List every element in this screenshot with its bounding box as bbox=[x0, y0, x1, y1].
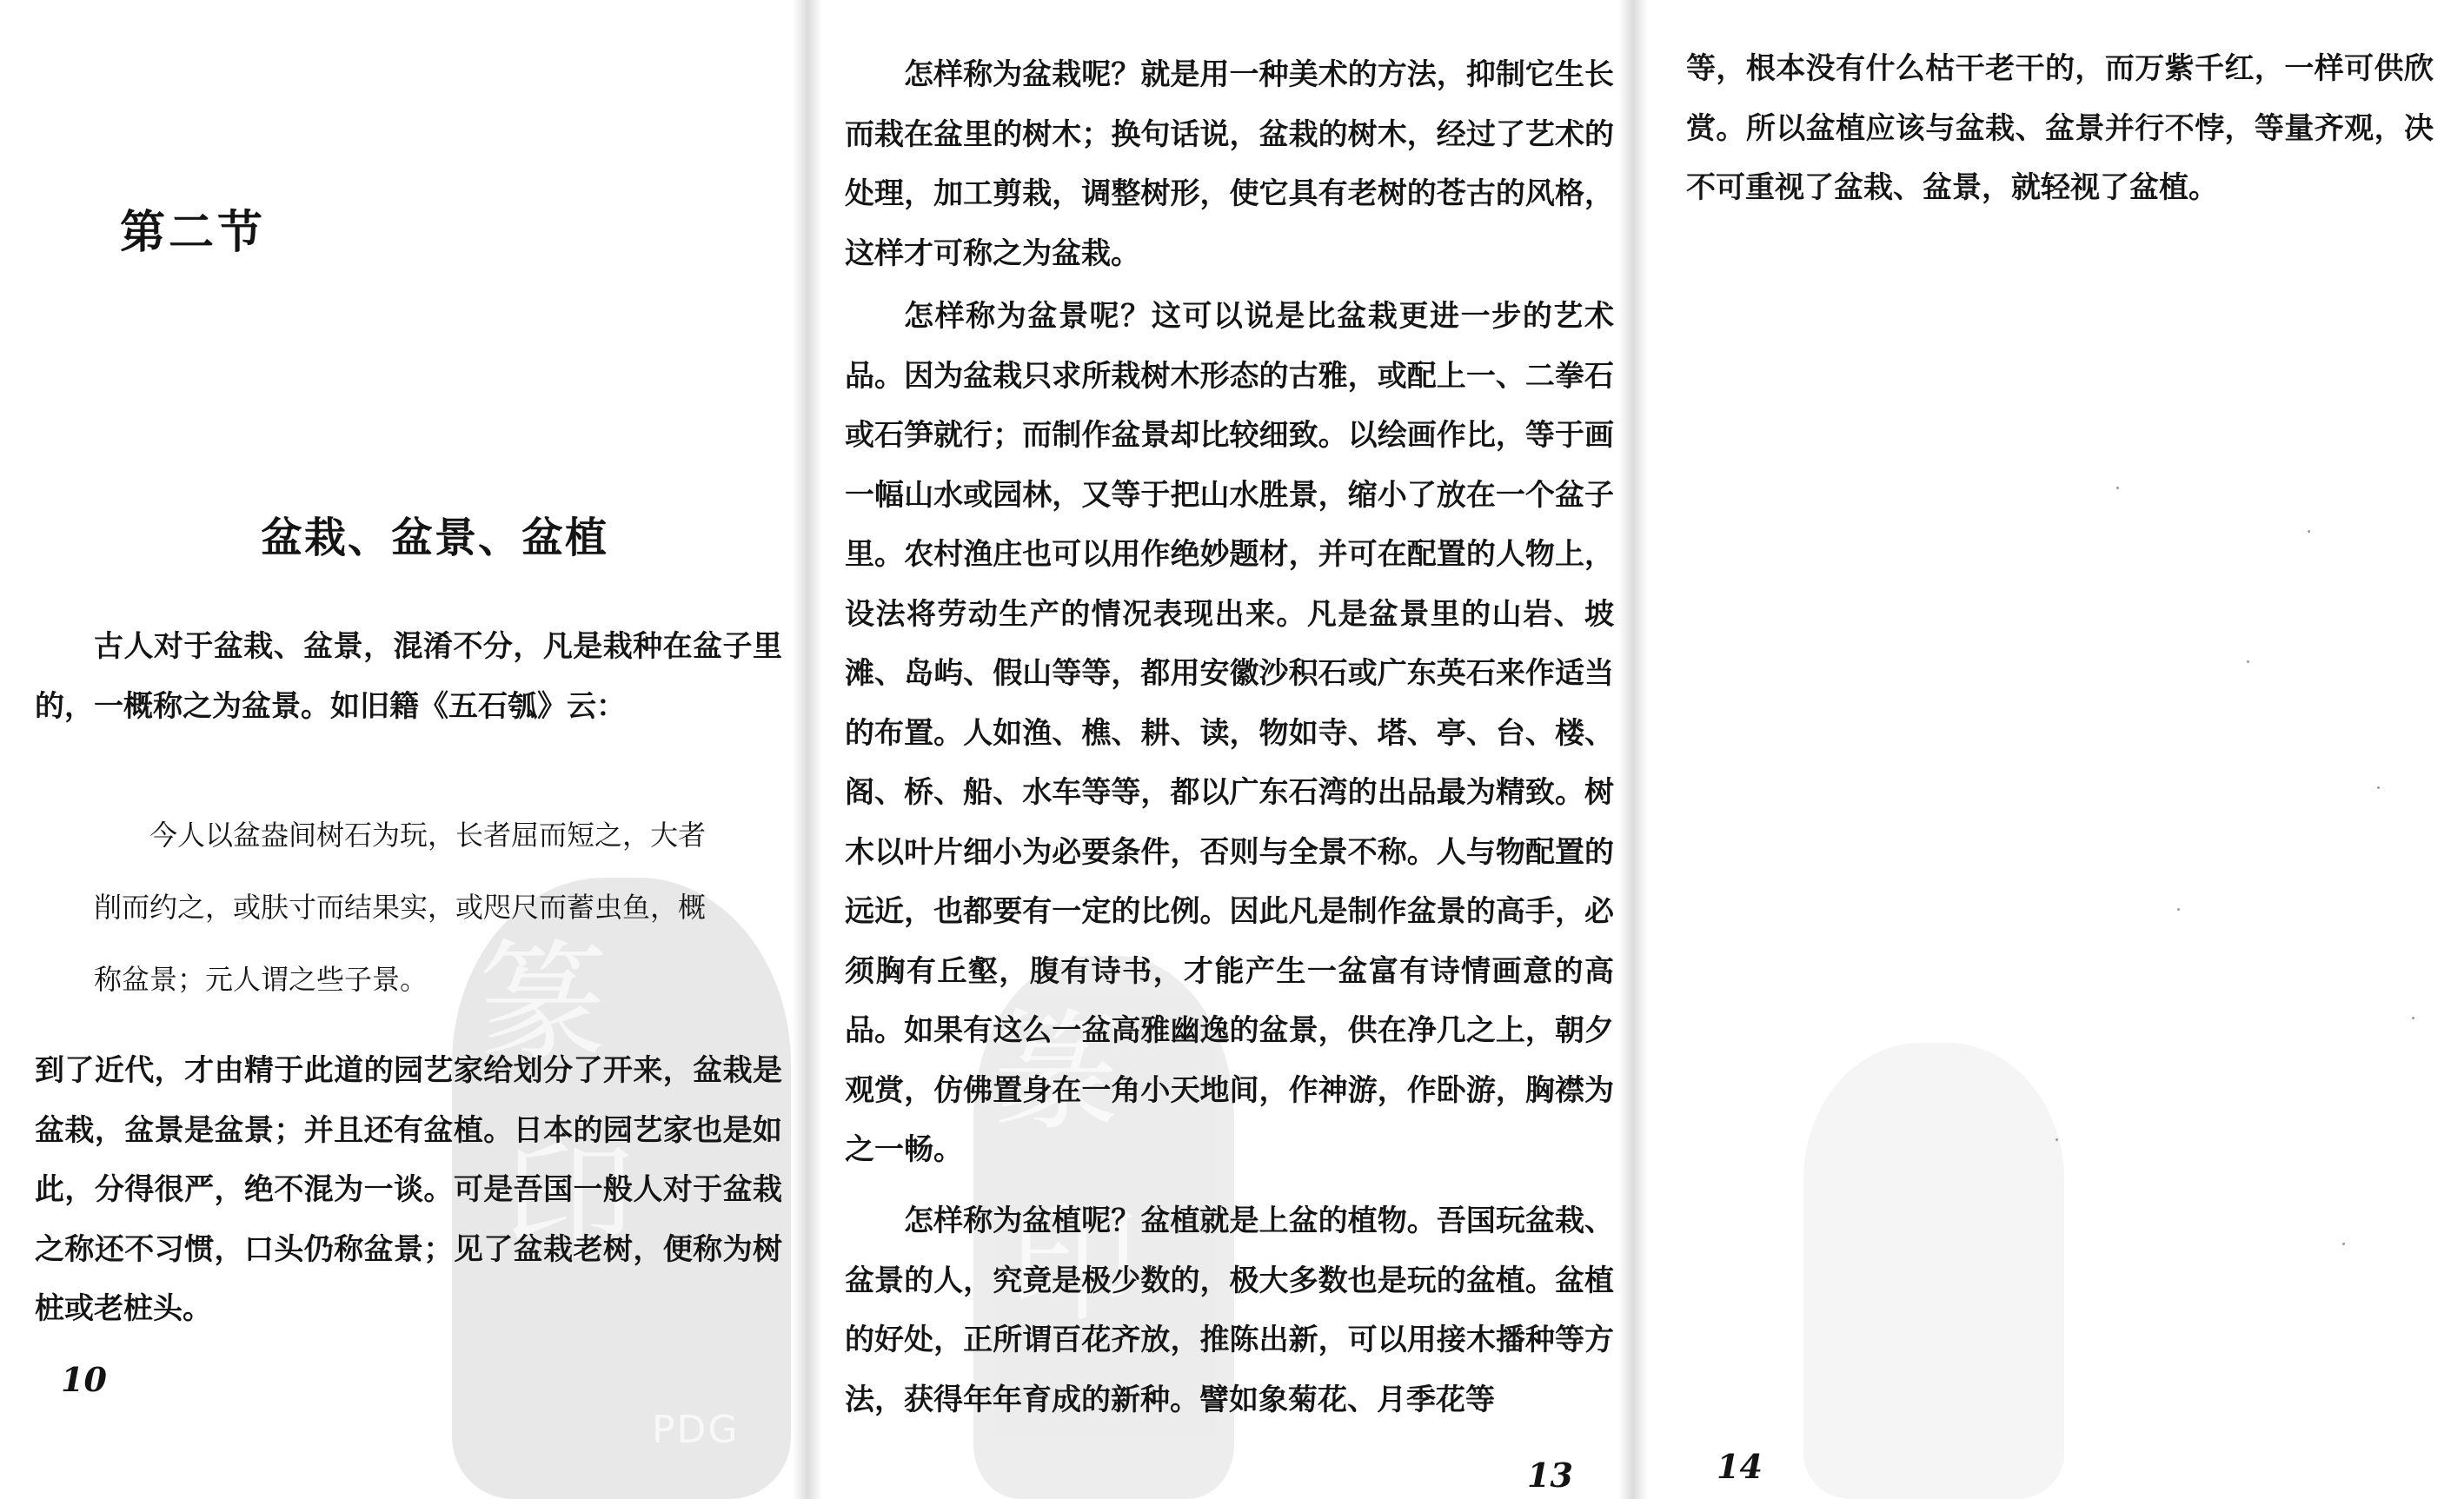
scan-speck bbox=[2342, 1243, 2345, 1245]
scan-speck bbox=[2056, 1138, 2058, 1141]
scan-speck bbox=[2116, 487, 2119, 489]
seal-glyph: 印 bbox=[1008, 1189, 1139, 1340]
scan-speck bbox=[2177, 908, 2180, 911]
body-paragraph: 到了近代，才由精于此道的园艺家给划分了开来，盆栽是盆栽，盆景是盆景；并且还有盆植。日本的园艺家也是如此，分得很严，绝不混为一谈。可是吾国一般人对于盆栽之称还不习惯，口头仍称盆景；见了盆栽老树，便称为树桩或老桩头。 bbox=[35, 1053, 782, 1326]
watermark-seal bbox=[1803, 1043, 2064, 1499]
page-number: 14 bbox=[1717, 1447, 1763, 1486]
page-number: 13 bbox=[1527, 1456, 1573, 1495]
scan-speck bbox=[2377, 786, 2380, 789]
paragraph-penzai: 怎样称为盆栽呢？就是用一种美术的方法，抑制它生长而栽在盆里的树木；换句话说，盆栽的树木，经过了艺术的处理，加工剪栽，调整树形，使它具有老树的苍古的风格，这样才可称之为盆栽。 bbox=[845, 57, 1614, 271]
page-gutter bbox=[1618, 0, 1648, 1499]
quoted-passage: 今人以盆盎间树石为玩，长者屈而短之，大者削而约之，或肤寸而结果实，或咫尺而蓄虫鱼，概称盆景；元人谓之些子景。 bbox=[94, 819, 707, 996]
scan-speck bbox=[2412, 1017, 2414, 1019]
page-number: 10 bbox=[61, 1360, 107, 1399]
seal-glyph: 印 bbox=[504, 1128, 635, 1279]
middle-page bbox=[817, 0, 1647, 1499]
chapter-title: 盆栽、盆景、盆植 bbox=[261, 514, 609, 562]
right-page bbox=[1647, 0, 2464, 1499]
seal-glyph: 篆 bbox=[478, 928, 609, 1079]
scan-speck bbox=[2247, 660, 2249, 663]
intro-paragraph: 古人对于盆栽、盆景，混淆不分，凡是栽种在盆子里的，一概称之为盆景。如旧籍《五石瓠》云： bbox=[35, 629, 782, 724]
seal-glyph: 篆 bbox=[991, 998, 1122, 1149]
paragraph-penjing: 怎样称为盆景呢？这可以说是比盆栽更进一步的艺术品。因为盆栽只求所栽树木形态的古雅，或配上一、二拳石或石笋就行；而制作盆景却比较细致。以绘画作比，等于画一幅山水或园林，又等于把山水胜景，缩小了放在一个盆子里。农村渔庄也可以用作绝妙题材，并可在配置的人物上，设法将劳动生产的情况表现出来。凡是盆景里的山岩、坡滩、岛屿、假山等等，都用安徽沙积石或广东英石来作适当的布置。人如渔、樵、耕、读，物如寺、塔、亭、台、楼、阁、桥、船、水车等等，都以广东石湾的出品最为精致。树木以叶片细小为必要条件，否则与全景不称。人与物配置的远近，也都要有一定的比例。因此凡是制作盆景的高手，必须胸有丘壑，腹有诗书，才能产生一盆富有诗情画意的高品。如果有这么一盆高雅幽逸的盆景，供在净几之上，朝夕观赏，仿佛置身在一角小天地间，作神游，作卧游，胸襟为之一畅。 bbox=[845, 299, 1614, 1167]
continued-paragraph: 等，根本没有什么枯干老干的，而万紫千红，一样可供欣赏。所以盆植应该与盆栽、盆景并行不悖，等量齐观，决不可重视了盆栽、盆景，就轻视了盆植。 bbox=[1686, 51, 2434, 205]
section-label: 第二节 bbox=[120, 206, 267, 259]
paragraph-penzhi: 怎样称为盆植呢？盆植就是上盆的植物。吾国玩盆栽、盆景的人，究竟是极少数的，极大多数也是玩的盆植。盆植的好处，正所谓百花齐放，推陈出新，可以用接木播种等方法，获得年年育成的新种。譬如象菊花、月季花等 bbox=[845, 1204, 1614, 1417]
watermark-pdg-text: PDG bbox=[652, 1408, 740, 1452]
scan-speck bbox=[2308, 530, 2310, 533]
left-page bbox=[0, 0, 817, 1499]
